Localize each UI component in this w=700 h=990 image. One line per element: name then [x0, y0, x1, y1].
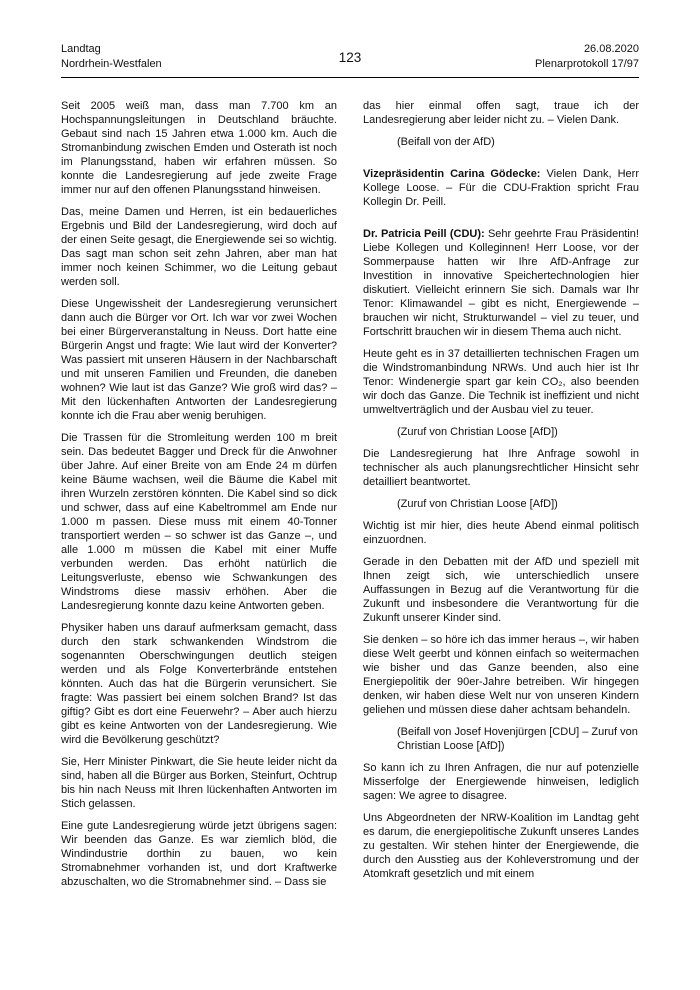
- stage-direction: (Beifall von Josef Hovenjürgen [CDU] – Zuruf von Christian Loose [AfD]): [397, 726, 638, 752]
- body-paragraph: Eine gute Landesregierung würde jetzt übrigens sagen: Wir beenden das Ganze. Es war ziemlich blöd, die Windindustrie dorthin zu bauen, wo kein Stromabnehmer vorhanden ist, und dort Kraftwerke abzuschalten, wo die Stromabnehmer sind. – Dass sie: [61, 820, 337, 888]
- body-paragraph: Physiker haben uns darauf aufmerksam gemacht, dass durch den stark schwankenden Windstrom die sogenannten Oberschwingungen deutlich steigen werden und als Folge Konverterbrände entstehen könnten. Auch das hat die Bürgerin verunsichert. Sie fragte: Was passiert bei einem solchen Brand? Ist das giftig? Gibt es dort eine Feuerwehr? – Aber auch hierzu gibt es keine Antworten von der Landesregierung. Wie wird die Bevölkerung geschützt?: [61, 622, 337, 746]
- body-paragraph: Das, meine Damen und Herren, ist ein bedauerliches Ergebnis und Bild der Landesregierung, wird doch auf der einen Seite gesagt, die Energiewende sei so wichtig. Das sagt man schon seit zehn Jahren, aber man hat immer noch keinen Schimmer, wo die Leitung gebaut werden soll.: [61, 206, 337, 288]
- speech-paragraph: Dr. Patricia Peill (CDU): Sehr geehrte Frau Präsidentin! Liebe Kollegen und Kolleginnen! Herr Loose, vor der Sommerpause hatten wir Ihre AfD-Anfrage zur Investition in innovative Speichertechnologien hier diskutiert. Vielleicht erinnern Sie sich. Damals war Ihr Tenor: Klimawandel – gibt es nicht, Energiewende – brauchen wir nicht, Strukturwandel – viel zu teuer, und Fortschritt brauchen wir in diesem Thema auch nicht.: [363, 228, 639, 338]
- body-paragraph: Die Landesregierung hat Ihre Anfrage sowohl in technischer als auch planungsrechtlicher Hinsicht sehr detailliert beantwortet.: [363, 448, 639, 488]
- page-header: [61, 42, 639, 72]
- page-number: 123: [338, 49, 362, 65]
- speaker-name: Vizepräsidentin Carina Gödecke:: [363, 168, 541, 180]
- header-protocol-number: Plenarprotokoll 17/97: [535, 58, 639, 70]
- body-paragraph: Sie, Herr Minister Pinkwart, die Sie heute leider nicht da sind, haben all die Bürger aus Borken, Steinfurt, Ochtrup bis hin nach Neuss mit Ihren lückenhaften Antworten im Stich gelassen.: [61, 756, 337, 810]
- body-paragraph: Sie denken – so höre ich das immer heraus –, wir haben diese Welt geerbt und können einfach so weitermachen wie bisher und das Ganze beenden, also eine Energiepolitik der 90er-Jahre betreiben. Wir hingegen denken, wir haben diese Welt nur von unseren Kindern geliehen und müssen diese daher achtsam behandeln.: [363, 634, 639, 716]
- body-paragraph: das hier einmal offen sagt, traue ich der Landesregierung aber leider nicht zu. – Vielen Dank.: [363, 100, 639, 126]
- header-date: 26.08.2020: [583, 43, 639, 55]
- stage-direction: (Zuruf von Christian Loose [AfD]): [397, 426, 558, 438]
- body-paragraph: Heute geht es in 37 detaillierten technischen Fragen um die Windstromanbindung NRWs. Und auch hier ist Ihr Tenor: Windenergie spart gar kein CO₂, also beenden wir doch das Ganze. Die Technik ist ineffizient und nicht umweltverträglich und der Ausbau viel zu teuer.: [363, 348, 639, 416]
- header-divider: [61, 77, 639, 78]
- header-institution-line1: Landtag: [61, 43, 101, 55]
- left-column: [61, 99, 337, 897]
- body-paragraph: Seit 2005 weiß man, dass man 7.700 km an Hochspannungsleitungen in Deutschland bräuchte. Gebaut sind nach 15 Jahren etwa 1.000 km. Auch die Stromanbindung zwischen Emden und Osterath ist noch im Planungsstand, haben wir erfahren müssen. So konnte die Landesregierung auf jede zweite Frage immer nur auf den offenen Planungsstand hinweisen.: [61, 100, 337, 196]
- header-institution-line2: Nordrhein-Westfalen: [61, 58, 162, 70]
- body-paragraph: Wichtig ist mir hier, dies heute Abend einmal politisch einzuordnen.: [363, 520, 639, 546]
- speech-paragraph: Vizepräsidentin Carina Gödecke: Vielen Dank, Herr Kollege Loose. – Für die CDU-Fraktion spricht Frau Kollegin Dr. Peill.: [363, 168, 640, 208]
- body-paragraph: Diese Ungewissheit der Landesregierung verunsichert dann auch die Bürger vor Ort. Ich war vor zwei Wochen bei einer Bürgerveranstaltung in Neuss. Dort hatte eine Bürgerin Angst und fragte: Wie laut wird der Konverter? Was passiert mit unseren Häusern in der Nachbarschaft und mit unseren Familien und Freunden, die daneben wohnen? Wie laut ist das Ganze? Wie groß wird das? – Mit den lückenhaften Antworten der Landesregierung konnte ich die Frau aber wenig beruhigen.: [61, 298, 337, 422]
- text-body: [61, 99, 639, 897]
- stage-direction: (Zuruf von Christian Loose [AfD]): [397, 498, 558, 510]
- body-paragraph: Uns Abgeordneten der NRW-Koalition im Landtag geht es darum, die energiepolitische Zukunft unseres Landes zu gestalten. Wir stehen hinter der Energiewende, die durch den Ausstieg aus der Kohleverstromung und der Atomkraft gesetzlich und mit einem: [363, 812, 639, 880]
- body-paragraph: So kann ich zu Ihren Anfragen, die nur auf potenzielle Misserfolge der Energiewende hinweisen, lediglich sagen: We agree to disagree.: [363, 762, 639, 802]
- header-institution: [61, 42, 241, 72]
- body-paragraph: Die Trassen für die Stromleitung werden 100 m breit sein. Das bedeutet Bagger und Dreck für die Anwohner über Jahre. Auf einer Breite von am Ende 24 m dürfen keine Bäume wachsen, weil die Bäume die Kabel mit ihren Wurzeln zerstören könnten. Die Kabel sind so dick und schwer, dass auf eine Kabeltrommel am Ende nur 1.000 m passen. Diese muss mit einem 40-Tonner transportiert werden – so schwer ist das Ganze –, und alle 1.000 m müssen die Kabel mit einer Muffe verbunden werden. Das erhöht natürlich die Leitungsverluste, ebenso wie Schwankungen des Windstroms diese massiv erhöhen. Aber die Landesregierung konnte dazu keine Antworten geben.: [61, 432, 337, 612]
- header-protocol-info: [459, 42, 639, 72]
- speaker-name: Dr. Patricia Peill (CDU):: [363, 228, 485, 240]
- stage-direction: (Beifall von der AfD): [397, 136, 495, 148]
- body-paragraph: Gerade in den Debatten mit der AfD und speziell mit Ihnen zeigt sich, wie unterschiedlich unsere Auffassungen in Bezug auf die Verantwortung für die Zukunft und insbesondere die Verantwortung für die Zukunft unserer Kinder sind.: [363, 556, 639, 624]
- right-column: [363, 99, 639, 897]
